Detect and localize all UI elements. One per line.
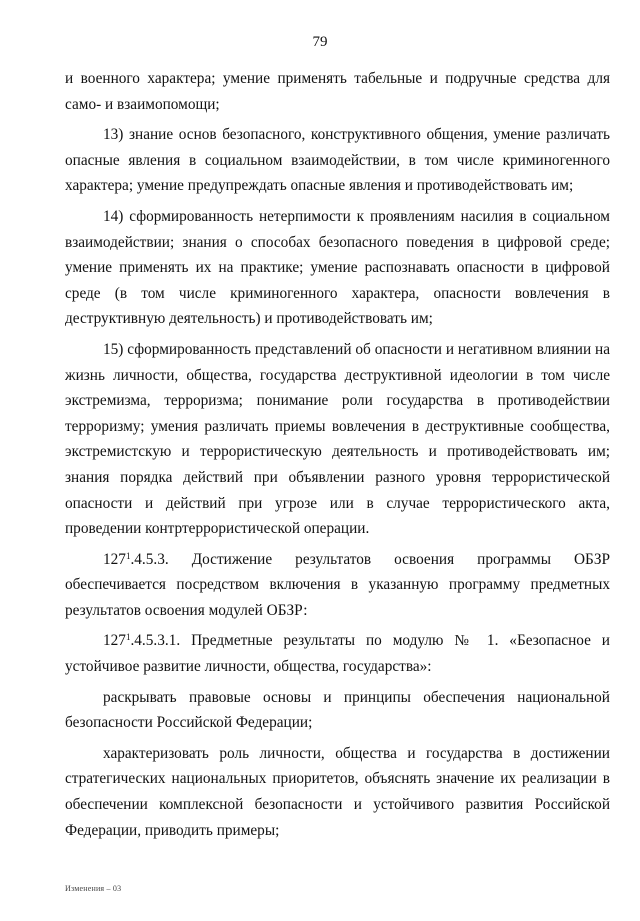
clause-superscript: 1 — [125, 550, 131, 561]
clause-number: 127 — [103, 550, 126, 568]
paragraph-item-14: 14) сформированность нетерпимости к проявлениям насилия в социальном взаимодействии; знания о способах безопасного поведения в цифровой среде; умение применять их на практике; умение распознавать опасности в цифровой среде (в том числе криминогенного характера, опасности вовлечения в деструктивную деятельность) и противодействовать им; — [65, 207, 610, 328]
page-number: 79 — [312, 34, 328, 50]
paragraph-item-15: 15) сформированность представлений об опасности и негативном влиянии на жизнь личности, общества, государства деструктивной идеологии в том числе экстремизма, терроризма; понимание роли государства в противодействии терроризму; умения различать приемы вовлечения в деструктивные сообщества, экстремистскую и террористическую деятельность и противодействовать им; знания порядка действий при объявлении разного уровня террористической опасности и действий при угрозе или в случае террористического акта, проведении контртеррористической операции. — [65, 340, 610, 538]
document-body — [65, 66, 610, 848]
paragraph-clause-127-1-4-5-3-1 — [65, 628, 610, 679]
paragraph-item-13: 13) знание основ безопасного, конструктивного общения, умение различать опасные явления в социальном взаимодействии, в том числе криминогенного характера; умение предупреждать опасные явления и противодействовать им; — [65, 126, 610, 195]
clause-number: 127 — [103, 632, 126, 650]
clause-superscript: 1 — [125, 632, 131, 643]
footer-revision: Изменения – 03 — [65, 884, 122, 893]
clause-text: .4.5.3. Достижение результатов освоения программы ОБЗР обеспечивается посредством включения в указанную программу предметных результатов освоения модулей ОБЗР: — [65, 550, 610, 619]
paragraph-result-legal-basis: раскрывать правовые основы и принципы обеспечения национальной безопасности Российской Федерации; — [65, 688, 610, 732]
clause-text: .4.5.3.1. Предметные результаты по модулю № 1. «Безопасное и устойчивое развитие личности, общества, государства»: — [65, 632, 610, 676]
paragraph-continuation: и военного характера; умение применять табельные и подручные средства для само- и взаимопомощи; — [65, 70, 610, 113]
paragraph-result-role: характеризовать роль личности, общества и государства в достижении стратегических национальных приоритетов, объяснять значение их реализации в обеспечении комплексной безопасности и устойчивого развития Российской Федерации, приводить примеры; — [65, 744, 610, 839]
paragraph-clause-127-1-4-5-3 — [65, 547, 610, 624]
